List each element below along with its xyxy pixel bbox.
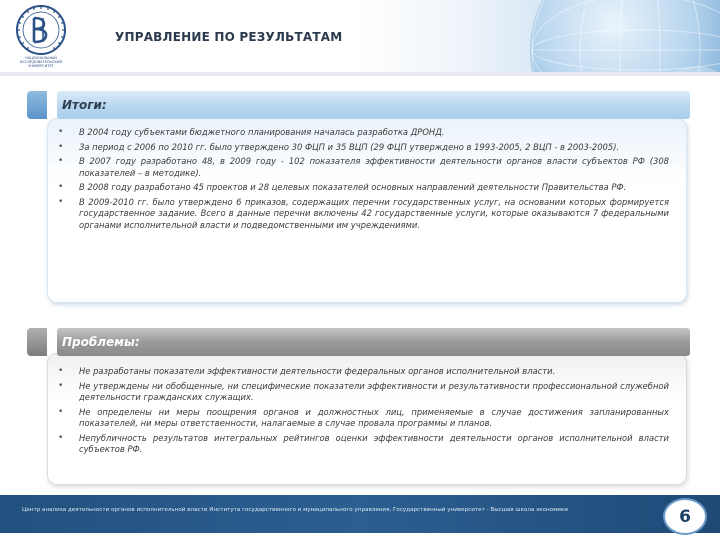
bullet-icon: • bbox=[58, 432, 64, 443]
list-item bbox=[57, 407, 669, 430]
problems-heading: Проблемы: bbox=[62, 335, 140, 349]
list-item-text: В 2009-2010 гг. было утверждено 6 приказов, содержащих перечни государственных услуг, на основании которых формируется государственное задание. Всего в данные перечни включены 42 государственные услуги, которые оказываются 7 федеральными органами исполнительной власти и подведомственными им учреждениями. bbox=[79, 196, 669, 230]
list-item bbox=[57, 381, 669, 404]
problems-list bbox=[57, 366, 669, 459]
bullet-icon: • bbox=[58, 156, 64, 166]
bullet-icon: • bbox=[58, 380, 64, 391]
problems-tab-marker bbox=[27, 328, 47, 356]
globe-icon bbox=[530, 0, 720, 72]
list-item bbox=[57, 366, 669, 378]
list-item-text: За период с 2006 по 2010 гг. было утверждено 30 ФЦП и 35 ВЦП (29 ФЦП утверждено в 1993-2005, 2 ВЦП - в 2003-2005). bbox=[79, 141, 620, 152]
list-item bbox=[57, 182, 669, 194]
list-item bbox=[57, 127, 669, 139]
list-item-text: В 2008 году разработано 45 проектов и 28 целевых показателей основных направлений деятельности Правительства РФ. bbox=[79, 182, 627, 192]
bullet-icon: • bbox=[58, 127, 64, 137]
footer bbox=[0, 495, 720, 533]
page-number-badge bbox=[663, 498, 707, 535]
list-item bbox=[57, 197, 669, 232]
list-item-text: Непубличность результатов интегральных рейтингов оценки эффективности деятельности органов исполнительной власти субъектов РФ. bbox=[79, 432, 669, 454]
results-heading-bar bbox=[57, 91, 690, 119]
results-tab-marker bbox=[27, 91, 47, 119]
results-list bbox=[57, 127, 669, 234]
header-divider bbox=[0, 72, 720, 76]
page-number: 6 bbox=[679, 506, 691, 527]
list-item bbox=[57, 142, 669, 154]
list-item-text: Не разработаны показатели эффективности деятельности федеральных органов исполнительной власти. bbox=[79, 366, 556, 376]
results-heading: Итоги: bbox=[62, 98, 107, 112]
list-item-text: Не определены ни меры поощрения органов и должностных лиц, применяемые в случае достижения запланированных показателей, ни меры ответственности, налагаемые в случае провала программы и планов. bbox=[79, 406, 669, 428]
list-item-text: В 2007 году разработано 48, в 2009 году - 102 показателя эффективности деятельности органов власти субъектов РФ (308 показателей – в методике). bbox=[79, 156, 669, 178]
university-logo bbox=[12, 4, 70, 56]
problems-heading-bar bbox=[57, 328, 690, 356]
bullet-icon: • bbox=[58, 366, 64, 376]
page-title: УПРАВЛЕНИЕ ПО РЕЗУЛЬТАТАМ bbox=[115, 30, 343, 44]
list-item-text: Не утверждены ни обобщенные, ни специфические показатели эффективности и результативности профессиональной служебной деятельности гражданских служащих. bbox=[79, 380, 669, 402]
list-item bbox=[57, 433, 669, 456]
list-item bbox=[57, 156, 669, 179]
bullet-icon: • bbox=[58, 141, 64, 152]
bullet-icon: • bbox=[58, 196, 64, 207]
logo-caption: НАЦИОНАЛЬНЫЙ ИССЛЕДОВАТЕЛЬСКИЙ УНИВЕРСИТЕТ bbox=[19, 56, 63, 68]
list-item-text: В 2004 году субъектами бюджетного планирования началась разработка ДРОНД. bbox=[79, 127, 445, 137]
header bbox=[0, 0, 720, 72]
bullet-icon: • bbox=[58, 182, 64, 192]
footer-text: Центр анализа деятельности органов исполнительной власти Института государственного и муниципального управления, Государственный университет - Высшая школа экономики bbox=[22, 507, 568, 513]
bullet-icon: • bbox=[58, 406, 64, 417]
